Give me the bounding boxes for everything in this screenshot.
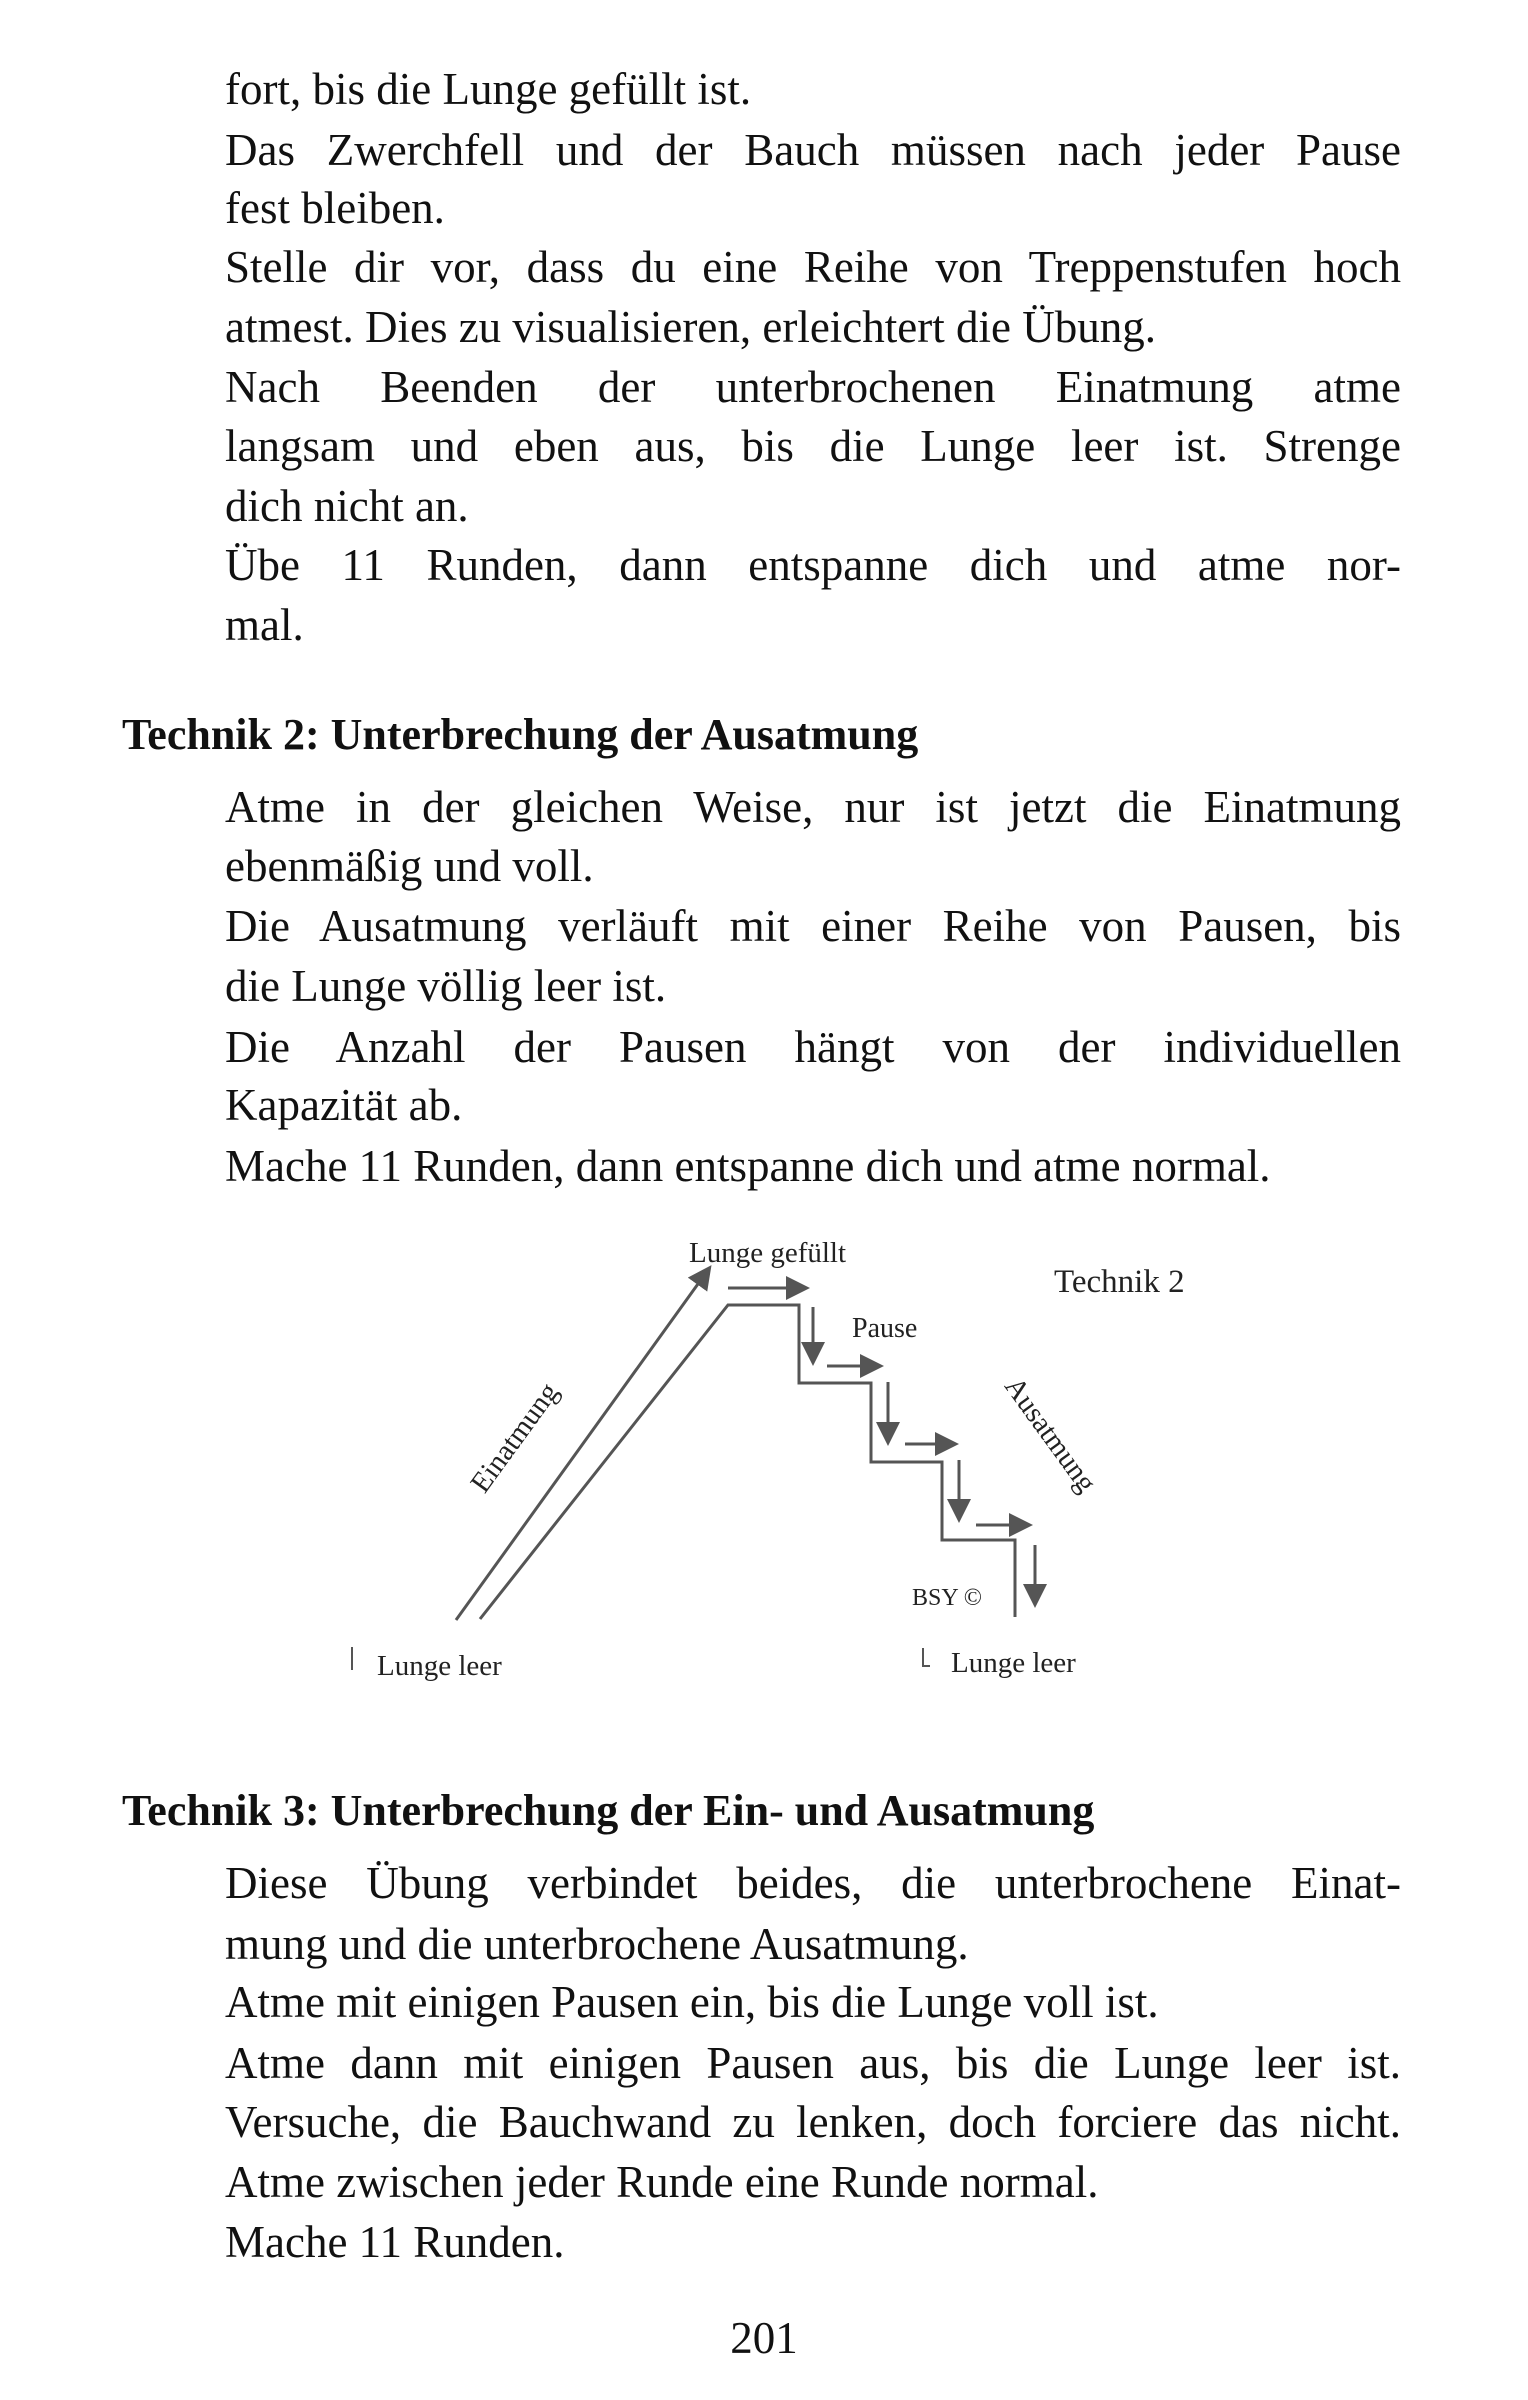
text-line: Atme zwischen jeder Runde eine Runde normal. bbox=[225, 2157, 1099, 2207]
lunge-leer-left-label: Lunge leer bbox=[377, 1650, 502, 1682]
text-line: mal. bbox=[225, 600, 304, 650]
page-number: 201 bbox=[730, 2313, 798, 2363]
lunge-leer-right-label: Lunge leer bbox=[951, 1647, 1076, 1679]
text-line: langsam und eben aus, bis die Lunge leer ist. Strenge bbox=[225, 421, 1401, 471]
text-line: fest bleiben. bbox=[225, 183, 445, 233]
text-line: Versuche, die Bauchwand zu lenken, doch forciere das nicht. bbox=[225, 2097, 1401, 2147]
text-line: Stelle dir vor, dass du eine Reihe von Treppenstufen hoch bbox=[225, 242, 1401, 292]
text-line: fort, bis die Lunge gefüllt ist. bbox=[225, 64, 752, 114]
breathing-diagram-technik-2 bbox=[150, 1200, 1250, 1730]
copyright-label: BSY © bbox=[912, 1585, 983, 1611]
text-line: ebenmäßig und voll. bbox=[225, 841, 594, 891]
pause-label: Pause bbox=[852, 1313, 918, 1344]
text-line: mung und die unterbrochene Ausatmung. bbox=[225, 1919, 969, 1969]
text-line: Atme mit einigen Pausen ein, bis die Lunge voll ist. bbox=[225, 1977, 1159, 2027]
text-line: Kapazität ab. bbox=[225, 1080, 463, 1130]
text-line: Mache 11 Runden, dann entspanne dich und atme normal. bbox=[225, 1141, 1271, 1191]
breath-curve-line bbox=[480, 1305, 1015, 1619]
diagram-title: Technik 2 bbox=[1054, 1264, 1185, 1300]
text-line: Das Zwerchfell und der Bauch müssen nach jeder Pause bbox=[225, 125, 1401, 175]
text-line: dich nicht an. bbox=[225, 481, 469, 531]
text-line: Übe 11 Runden, dann entspanne dich und atme nor- bbox=[225, 540, 1401, 590]
diagram-top-label: Lunge gefüllt bbox=[689, 1237, 847, 1269]
text-line: Atme dann mit einigen Pausen aus, bis die Lunge leer ist. bbox=[225, 2038, 1401, 2088]
exhale-label: Ausatmung bbox=[998, 1371, 1103, 1499]
right-tick bbox=[923, 1648, 930, 1666]
text-line: Atme in der gleichen Weise, nur ist jetzt die Einatmung bbox=[225, 782, 1401, 832]
text-line: Nach Beenden der unterbrochenen Einatmung atme bbox=[225, 362, 1401, 412]
text-line: die Lunge völlig leer ist. bbox=[225, 961, 667, 1011]
text-line: Diese Übung verbindet beides, die unterbrochene Einat- bbox=[225, 1858, 1401, 1908]
text-line: Die Ausatmung verläuft mit einer Reihe von Pausen, bis bbox=[225, 901, 1401, 951]
heading-technik-3: Technik 3: Unterbrechung der Ein- und Ausatmung bbox=[122, 1786, 1095, 1835]
inhale-label: Einatmung bbox=[464, 1376, 566, 1499]
text-line: atmest. Dies zu visualisieren, erleichtert die Übung. bbox=[225, 302, 1156, 352]
text-line: Die Anzahl der Pausen hängt von der individuellen bbox=[225, 1022, 1401, 1072]
text-line: Mache 11 Runden. bbox=[225, 2217, 565, 2267]
heading-technik-2: Technik 2: Unterbrechung der Ausatmung bbox=[122, 710, 919, 759]
